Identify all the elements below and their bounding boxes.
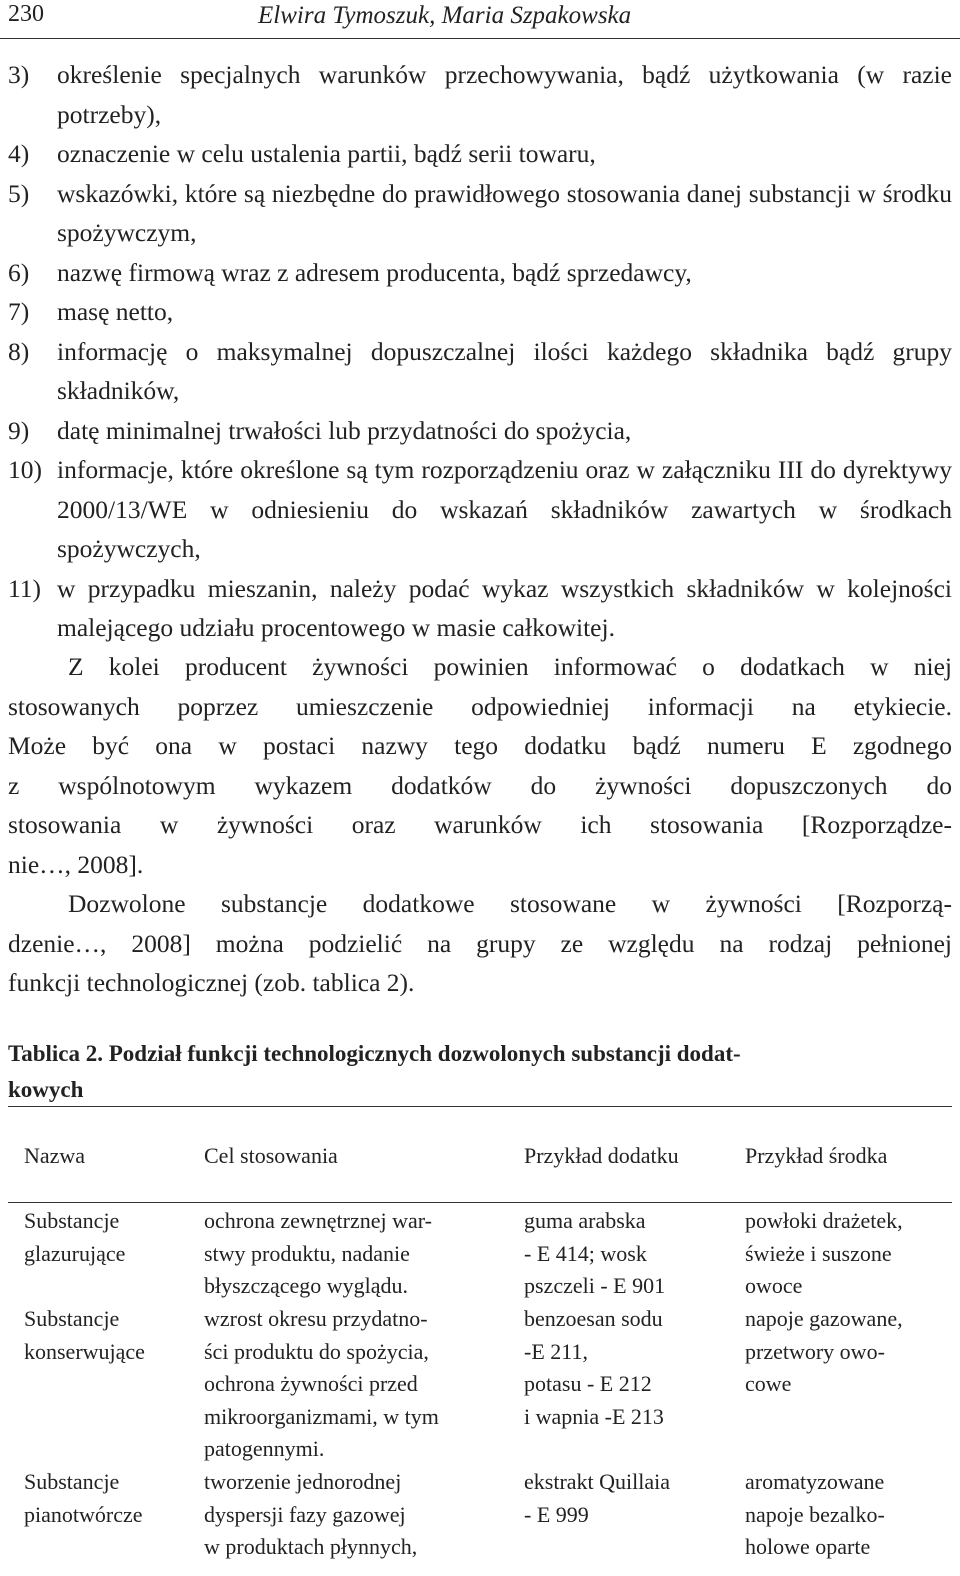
list-text: wskazówki, które są niezbędne do prawidłowego stosowania danej substancji w środku spożywczym, [57, 178, 952, 247]
cell-line: tworzenie jednorodnej [204, 1469, 402, 1494]
table-cell-additive [524, 1466, 670, 1531]
list-item [8, 569, 952, 648]
paragraph-line: Dozwolone substancje dodatkowe stosowane w żywności [Rozporzą- [68, 889, 952, 918]
cell-line: świeże i suszone [745, 1240, 892, 1266]
table-cell-name [24, 1205, 125, 1270]
paragraph-allowed-substances [8, 884, 952, 1003]
cell-line: - E 999 [524, 1501, 589, 1527]
cell-line: owoce [745, 1273, 803, 1298]
list-text: nazwę firmową wraz z adresem producenta, bądź sprzedawcy, [57, 257, 692, 287]
paragraph-line: Z kolei producent żywności powinien informować o dodatkach w niej [68, 652, 952, 681]
caption-line: Tablica 2. Podział funkcji technologicznych dozwolonych substancji dodat- [8, 1041, 741, 1066]
cell-line: mikroorganizmami, w tym [204, 1403, 439, 1429]
table-top-rule [8, 1106, 952, 1107]
cell-line: Substancje [24, 1306, 120, 1331]
cell-line: ochrona żywności przed [204, 1371, 418, 1396]
column-header: Przykład środka [745, 1143, 888, 1168]
table-cell-food [745, 1303, 903, 1401]
list-text: masę netto, [57, 297, 174, 326]
table-cell-purpose [204, 1466, 417, 1564]
table-cell-food [745, 1205, 903, 1303]
cell-line: w produktach płynnych, [204, 1534, 418, 1559]
table-cell-name [24, 1303, 145, 1368]
paragraph-line: Może być ona w postaci nazwy tego dodatku bądź numeru E zgodnego [8, 731, 952, 760]
column-header: Przykład dodatku [524, 1143, 679, 1168]
cell-line: powłoki drażetek, [745, 1208, 903, 1233]
list-number: 4) [8, 139, 30, 168]
cell-line: patogennymi. [204, 1436, 325, 1461]
table-cell-purpose [204, 1205, 432, 1303]
list-number: 9) [8, 415, 30, 445]
list-text: określenie specjalnych warunków przechowywania, bądź użytkowania (w razie potrzeby), [57, 60, 952, 129]
list-item [8, 332, 952, 411]
table-cell-additive [524, 1205, 665, 1303]
cell-line: cowe [745, 1371, 792, 1396]
cell-line: benzoesan sodu [524, 1306, 663, 1331]
cell-line: ekstrakt Quillaia [524, 1469, 671, 1494]
column-header: Cel stosowania [204, 1143, 338, 1168]
list-number: 7) [8, 297, 30, 326]
list-number: 5) [8, 178, 30, 208]
table-header-row [8, 1140, 952, 1172]
cell-line: konserwujące [24, 1338, 145, 1364]
list-item [8, 411, 952, 451]
table-header-rule [8, 1202, 952, 1203]
table-cell-name [24, 1466, 143, 1531]
paragraph-line: funkcji technologicznej (zob. tablica 2). [8, 968, 415, 997]
list-item [8, 292, 952, 332]
page-number: 230 [8, 1, 44, 27]
paragraph-line: z wspólnotowym wykazem dodatków do żywności dopuszczonych do [8, 770, 952, 800]
list-number: 3) [8, 60, 30, 89]
cell-line: - E 414; wosk [524, 1240, 647, 1266]
cell-line: stwy produktu, nadanie [204, 1240, 410, 1266]
list-item [8, 55, 952, 134]
cell-line: glazurujące [24, 1240, 126, 1266]
list-text: oznaczenie w celu ustalenia partii, bądź serii towaru, [57, 139, 596, 168]
cell-line: pszczeli - E 901 [524, 1273, 666, 1298]
list-number: 10) [8, 455, 42, 484]
list-item [8, 174, 952, 253]
paragraph-line: stosowanych poprzez umieszczenie odpowiedniej informacji na etykiecie. [8, 691, 952, 721]
paragraph-line: stosowania w żywności oraz warunków ich stosowania [Rozporządze- [8, 810, 952, 839]
cell-line: Substancje [24, 1208, 120, 1233]
cell-line: błyszczącego wyglądu. [204, 1273, 409, 1298]
list-text: w przypadku mieszanin, należy podać wykaz wszystkich składników w kolejności malejącego udziału procentowego w masie całkowitej. [57, 573, 952, 642]
cell-line: napoje bezalko- [745, 1501, 885, 1527]
list-text: datę minimalnej trwałości lub przydatności do spożycia, [57, 415, 632, 445]
running-title: Elwira Tymoszuk, Maria Szpakowska [258, 2, 632, 29]
paragraph-additives-info [8, 647, 952, 884]
paragraph-line: dzenie…, 2008] można podzielić na grupy ze względu na rodzaj pełnionej [8, 928, 952, 958]
cell-line: przetwory owo- [745, 1338, 885, 1364]
column-header: Nazwa [24, 1143, 86, 1168]
list-item [8, 450, 952, 569]
cell-line: wzrost okresu przydatno- [204, 1306, 428, 1331]
list-number: 8) [8, 336, 30, 366]
list-text: informację o maksymalnej dopuszczalnej ilości każdego składnika bądź grupy składników, [57, 336, 952, 405]
cell-line: i wapnia -E 213 [524, 1403, 664, 1429]
cell-line: holowe oparte [745, 1534, 871, 1559]
cell-line: napoje gazowane, [745, 1306, 903, 1331]
cell-line: Substancje [24, 1469, 120, 1494]
cell-line: potasu - E 212 [524, 1371, 652, 1396]
cell-line: aromatyzowane [745, 1469, 885, 1494]
page-header [0, 0, 960, 39]
list-number: 6) [8, 257, 30, 287]
table-cell-food [745, 1466, 885, 1564]
cell-line: pianotwórcze [24, 1501, 143, 1527]
cell-line: ochrona zewnętrznej war- [204, 1208, 432, 1233]
list-number: 11) [8, 573, 42, 603]
cell-line: -E 211, [524, 1338, 588, 1364]
requirements-list [8, 55, 952, 648]
list-item [8, 253, 952, 293]
cell-line: guma arabska [524, 1208, 646, 1233]
cell-line: dyspersji fazy gazowej [204, 1501, 406, 1527]
paragraph-line: nie…, 2008]. [8, 849, 144, 879]
list-item [8, 134, 952, 174]
table-caption [8, 1036, 952, 1108]
list-text: informacje, które określone są tym rozporządzeniu oraz w załączniku III do dyrektywy 2000/13/WE w odniesieniu do wskazań składników zawartych w środkach spożywczych, [57, 455, 952, 563]
table-cell-additive [524, 1303, 664, 1433]
table-cell-purpose [204, 1303, 439, 1466]
caption-line: kowych [8, 1077, 84, 1102]
cell-line: ści produktu do spożycia, [204, 1338, 429, 1364]
